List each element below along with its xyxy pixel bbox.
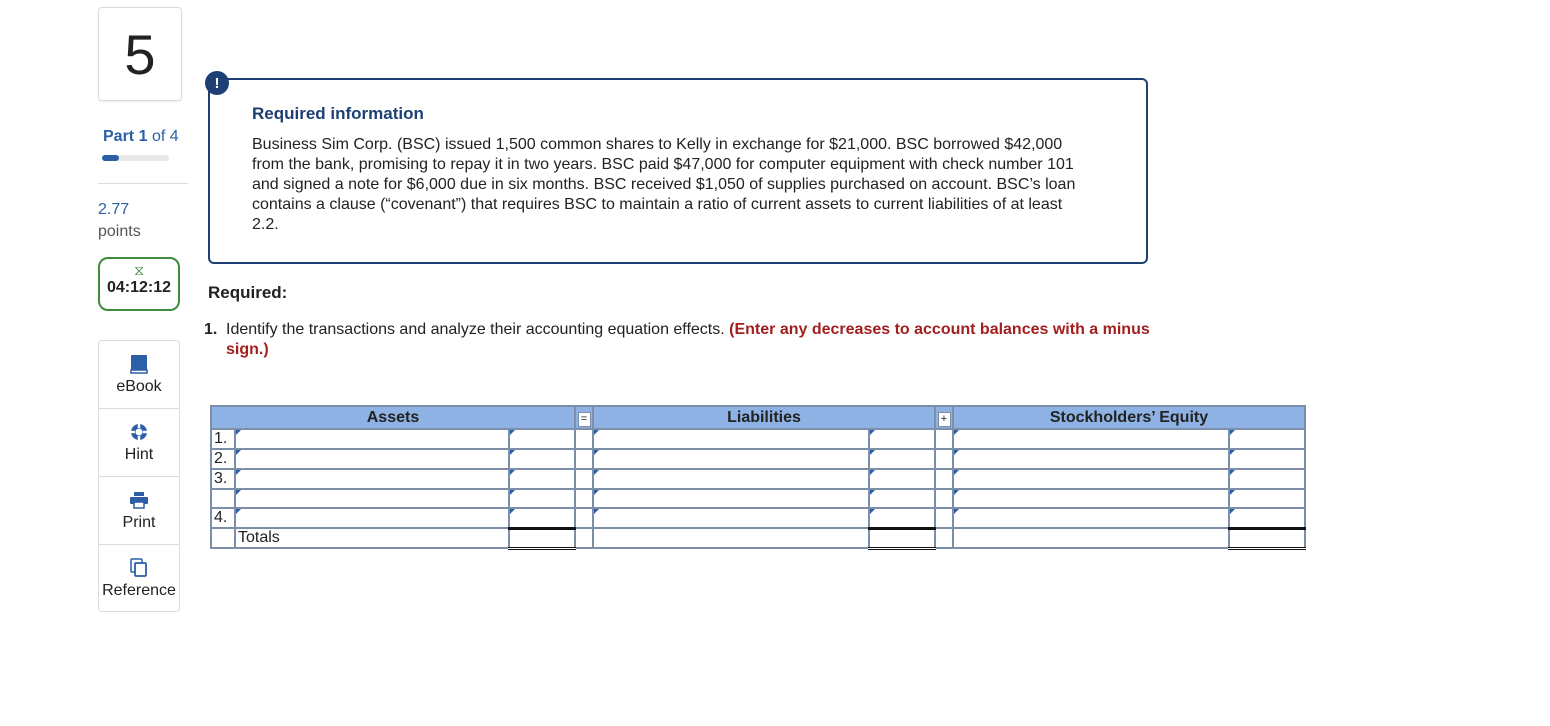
assets-total[interactable]: [509, 528, 575, 548]
equals-spacer: [575, 489, 593, 508]
equity-account-field[interactable]: [953, 508, 1229, 528]
assets-account-field[interactable]: [235, 449, 509, 469]
assets-account-field[interactable]: [235, 508, 509, 528]
plus-spacer: [935, 429, 953, 449]
equity-account-field[interactable]: [953, 489, 1229, 508]
reference-label: Reference: [102, 582, 176, 599]
row-label: 2.: [211, 449, 235, 469]
row-label: [211, 489, 235, 508]
liabilities-account-field[interactable]: [593, 489, 869, 508]
liabilities-total[interactable]: [869, 528, 935, 548]
liabilities-amount-field[interactable]: [869, 449, 935, 469]
print-label: Print: [122, 514, 156, 531]
liabilities-amount-field[interactable]: [869, 489, 935, 508]
printer-icon: [99, 488, 179, 512]
equity-account-field[interactable]: [953, 449, 1229, 469]
plus-spacer: [935, 508, 953, 528]
liabilities-account-field[interactable]: [593, 469, 869, 489]
required-information-box: [208, 78, 1148, 264]
liabilities-amount-field[interactable]: [869, 469, 935, 489]
part-of-label: of 4: [151, 128, 179, 145]
points-value: 2.77: [98, 201, 130, 218]
assets-amount-field[interactable]: [509, 469, 575, 489]
equals-spacer: [575, 429, 593, 449]
liabilities-account-field[interactable]: [593, 508, 869, 528]
assets-amount-field[interactable]: [509, 489, 575, 508]
assets-amount-field[interactable]: [509, 508, 575, 528]
reference-button[interactable]: [98, 544, 180, 612]
equals-spacer: [575, 449, 593, 469]
hint-button[interactable]: [98, 408, 180, 476]
table-row: [211, 429, 1305, 449]
accounting-equation-table: [210, 405, 1306, 550]
plus-header: +: [935, 406, 953, 429]
hint-label: Hint: [124, 446, 154, 463]
points-label: points: [98, 223, 141, 240]
equity-account-blank: [953, 528, 1229, 548]
plus-spacer: [935, 469, 953, 489]
info-title: Required information: [252, 104, 424, 123]
plus-spacer: [935, 528, 953, 548]
assets-header: Assets: [211, 406, 575, 429]
divider: [98, 183, 188, 184]
equity-amount-field[interactable]: [1229, 469, 1305, 489]
equals-header: =: [575, 406, 593, 429]
assets-account-field[interactable]: [235, 469, 509, 489]
assets-amount-field[interactable]: [509, 449, 575, 469]
part-progress-fill: [102, 155, 119, 161]
table-row: [211, 449, 1305, 469]
row-label: 4.: [211, 508, 235, 528]
equity-amount-field[interactable]: [1229, 429, 1305, 449]
book-icon: [99, 352, 179, 376]
row-label: 3.: [211, 469, 235, 489]
required-heading: Required:: [208, 283, 288, 302]
liabilities-amount-field[interactable]: [869, 508, 935, 528]
ebook-label: eBook: [116, 378, 162, 395]
timer[interactable]: [98, 257, 180, 311]
table-row: [211, 489, 1305, 508]
liabilities-account-field[interactable]: [593, 449, 869, 469]
assets-amount-field[interactable]: [509, 429, 575, 449]
ebook-button[interactable]: [98, 340, 180, 408]
copy-icon: [99, 556, 179, 580]
equity-account-field[interactable]: [953, 429, 1229, 449]
question-number: 5: [98, 7, 182, 101]
equity-amount-field[interactable]: [1229, 449, 1305, 469]
totals-row: [211, 528, 1305, 548]
equity-total[interactable]: [1229, 528, 1305, 548]
equals-spacer: [575, 469, 593, 489]
hourglass-icon: ⧖: [134, 262, 144, 278]
liabilities-header: Liabilities: [593, 406, 935, 429]
equity-amount-field[interactable]: [1229, 489, 1305, 508]
equity-header: Stockholders’ Equity: [953, 406, 1305, 429]
required-item-number: 1.: [204, 321, 218, 338]
equals-spacer: [575, 508, 593, 528]
part-indicator: [103, 128, 179, 146]
row-label: [211, 528, 235, 548]
lifebuoy-icon: [99, 420, 179, 444]
required-item-text: Identify the transactions and analyze their accounting equation effects.: [226, 321, 725, 338]
liabilities-account-blank: [593, 528, 869, 548]
alert-icon: !: [205, 71, 229, 95]
part-progress-bar: [102, 155, 169, 161]
table-row: [211, 469, 1305, 489]
assets-account-field[interactable]: [235, 489, 509, 508]
part-label: Part 1: [103, 128, 148, 145]
plus-spacer: [935, 449, 953, 469]
table-header-row: [211, 406, 1305, 429]
assets-account-field[interactable]: [235, 429, 509, 449]
equity-account-field[interactable]: [953, 469, 1229, 489]
required-item: [204, 320, 1164, 360]
tools-panel: [98, 340, 180, 612]
table-row: [211, 508, 1305, 528]
liabilities-amount-field[interactable]: [869, 429, 935, 449]
info-text: Business Sim Corp. (BSC) issued 1,500 common shares to Kelly in exchange for $21,000. BSC borrowed $42,000 from the bank, promising to repay it in two years. BSC paid $47,000 for computer equipment with check number 101 and signed a note for $6,000 due in six months. BSC received $1,050 of supplies purchased on account. BSC’s loan contains a clause (“covenant”) that requires BSC to maintain a ratio of current assets to current liabilities of at least 2.2.: [252, 136, 1076, 233]
plus-spacer: [935, 489, 953, 508]
equals-spacer: [575, 528, 593, 548]
row-label: 1.: [211, 429, 235, 449]
liabilities-account-field[interactable]: [593, 429, 869, 449]
print-button[interactable]: [98, 476, 180, 544]
timer-value: 04:12:12: [106, 279, 172, 296]
totals-label: Totals: [235, 528, 509, 548]
equity-amount-field[interactable]: [1229, 508, 1305, 528]
points-display: [98, 199, 141, 243]
required-item-note: (Enter any decreases to account balances with a minus sign.): [226, 321, 1150, 358]
